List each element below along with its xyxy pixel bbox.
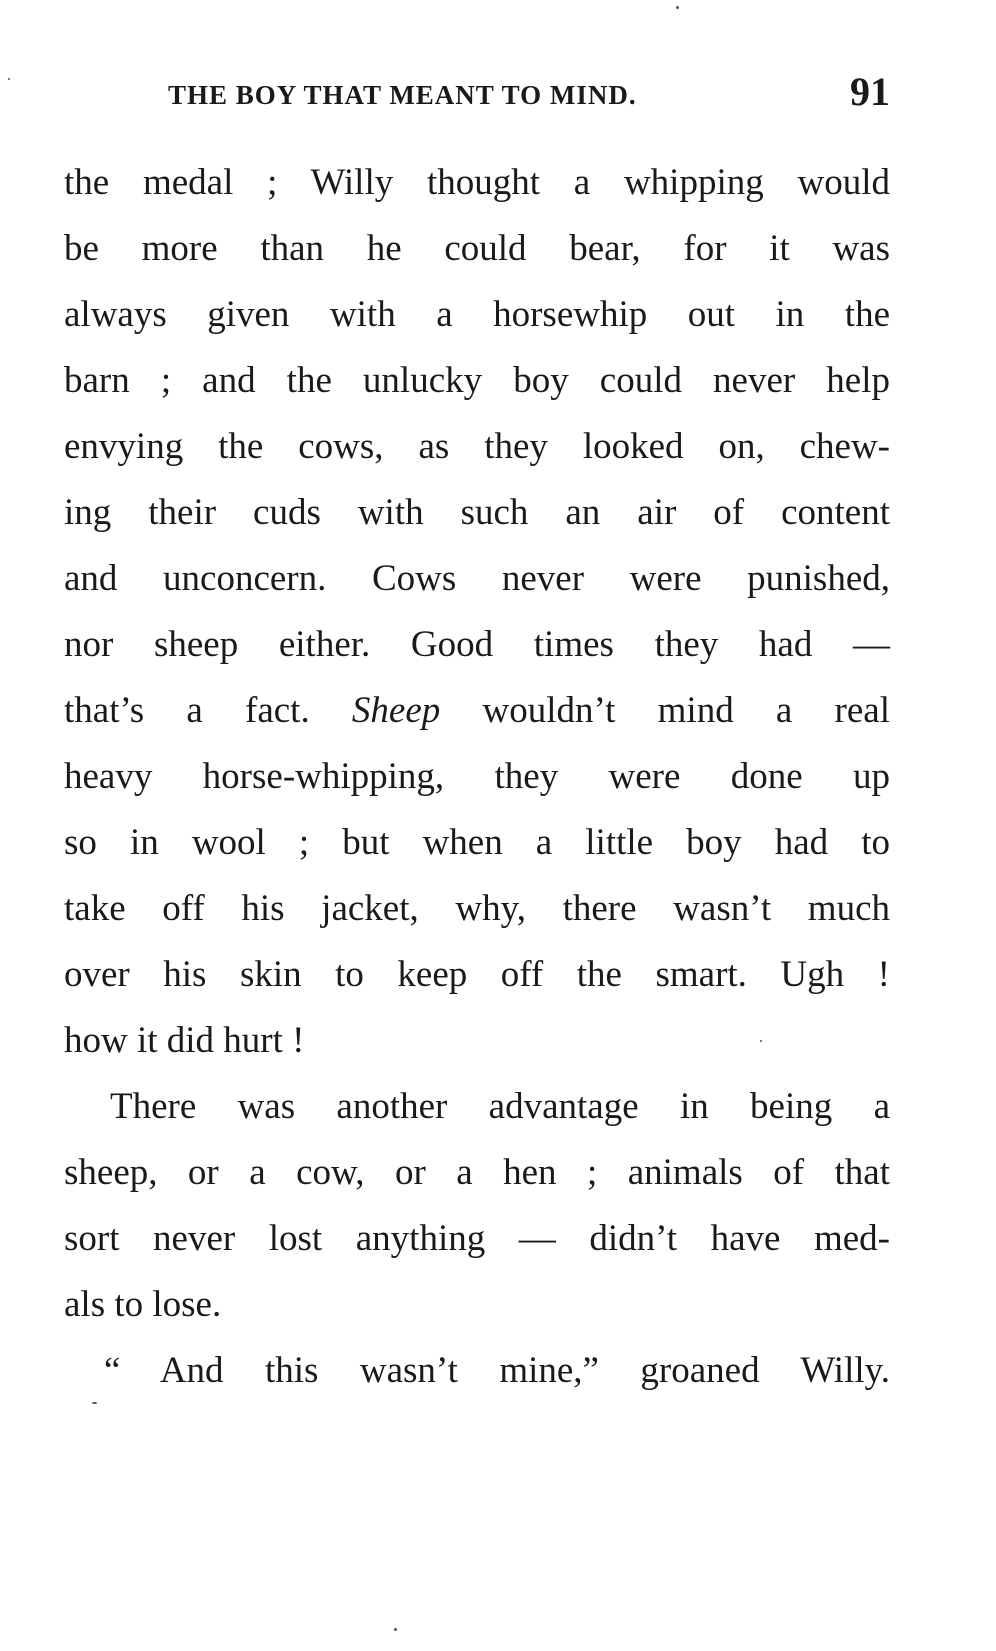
text-line: the medal ; Willy thought a whipping would <box>64 162 890 203</box>
italic-word: Sheep <box>351 690 441 731</box>
running-head <box>64 68 890 118</box>
text-line: There was another advantage in being a <box>110 1086 890 1127</box>
running-title: THE BOY THAT MEANT TO MIND. <box>168 80 637 110</box>
paper-speck <box>394 1628 397 1631</box>
text-line: so in wool ; but when a little boy had to <box>64 822 890 863</box>
text-line: sheep, or a cow, or a hen ; animals of that <box>64 1152 890 1193</box>
page-number: 91 <box>850 69 890 114</box>
text-line: “ And this wasn’t mine,” groaned Willy. <box>104 1350 890 1391</box>
paper-speck <box>92 1402 97 1404</box>
paper-speck <box>8 78 10 80</box>
text-line: heavy horse-whipping, they were done up <box>64 756 890 797</box>
text-line: envying the cows, as they looked on, chew- <box>64 426 890 467</box>
text-line: be more than he could bear, for it was <box>64 228 890 269</box>
text-line: take off his jacket, why, there wasn’t much <box>64 888 890 929</box>
text-line: sort never lost anything — didn’t have med- <box>64 1218 890 1259</box>
text-segment: wouldn’t mind a real <box>482 690 890 731</box>
text-line: nor sheep either. Good times they had — <box>64 624 890 665</box>
text-line: how it did hurt ! <box>64 1020 305 1061</box>
text-line: ing their cuds with such an air of content <box>64 492 890 533</box>
paper-speck <box>676 6 679 9</box>
paper-speck <box>760 1040 762 1042</box>
text-line: als to lose. <box>64 1284 222 1325</box>
text-segment: that’s a fact. <box>64 690 310 731</box>
text-line-mixed <box>64 678 890 744</box>
text-line: always given with a horsewhip out in the <box>64 294 890 335</box>
text-line: and unconcern. Cows never were punished, <box>64 558 890 599</box>
text-line: over his skin to keep off the smart. Ugh ! <box>64 954 890 995</box>
body-text <box>64 150 890 1404</box>
text-line: barn ; and the unlucky boy could never help <box>64 360 890 401</box>
